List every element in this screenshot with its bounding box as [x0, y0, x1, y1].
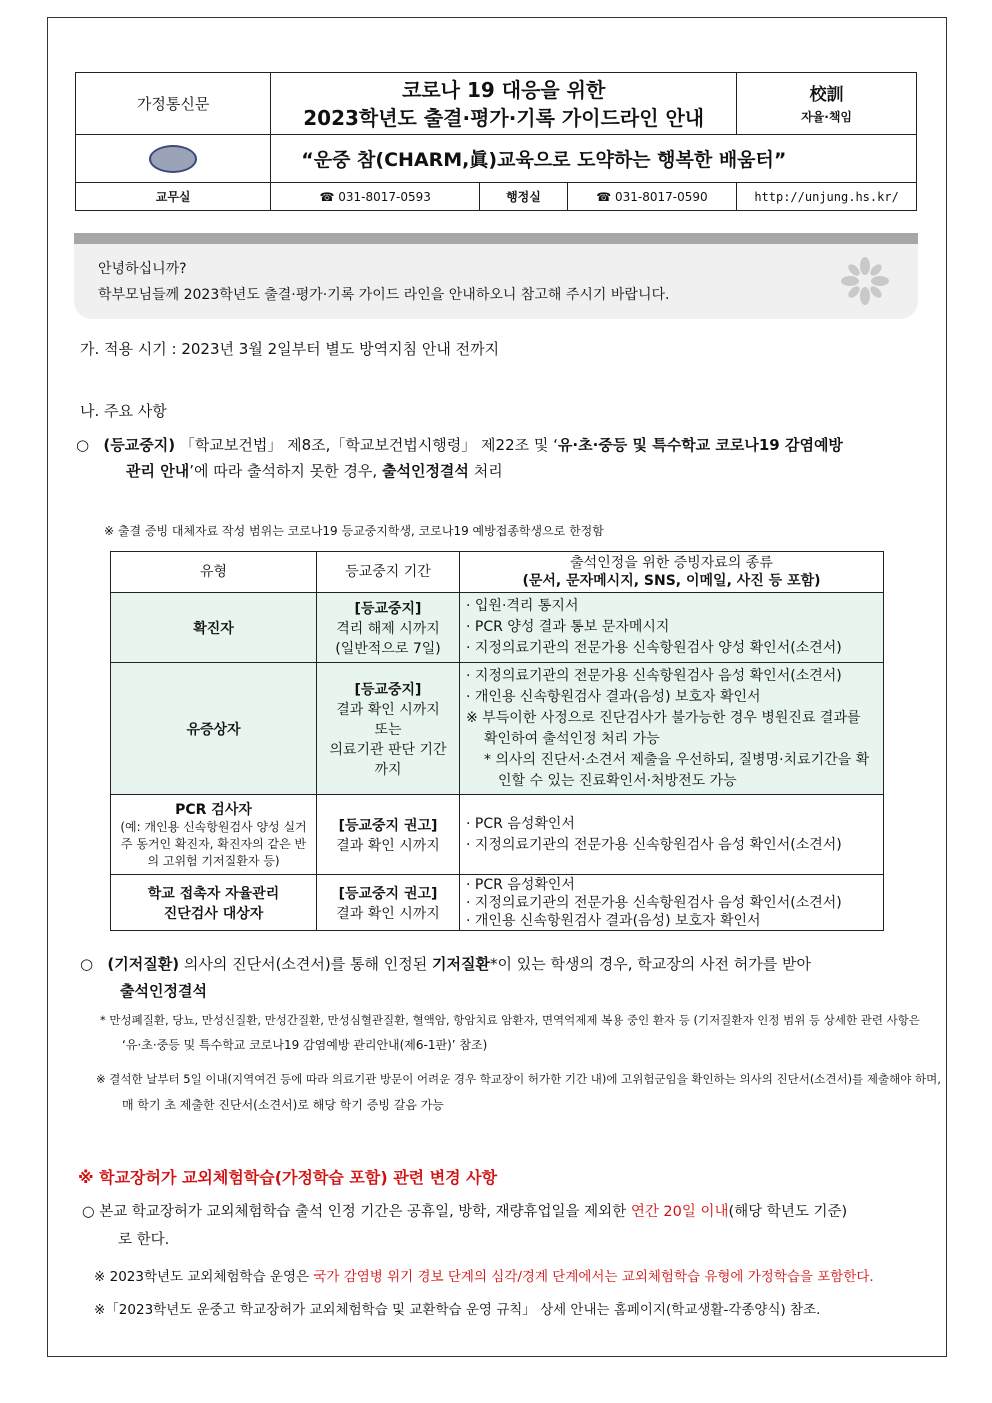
table-note: ※ 출결 증빙 대체자료 작성 범위는 코로나19 등교중지학생, 코로나19 예방접종학생으로 한정함 [104, 524, 604, 538]
greeting-line1: 안녕하십니까? [98, 261, 187, 277]
section3-note1-red: 국가 감염병 위기 경보 단계의 심각/경계 단계에서는 교외체험학습 유형에 가정학습을 포함한다. [313, 1269, 874, 1285]
doc-item: · 지정의료기관의 전문가용 신속항원검사 양성 확인서(소견서) [466, 640, 842, 656]
document-title [271, 73, 737, 135]
period-line: 격리 해제 시까지 [336, 620, 440, 637]
office2-phone: ☎ 031-8017-0590 [567, 183, 736, 211]
motto-values: 자율·책임 [801, 110, 853, 124]
letterhead [75, 72, 917, 211]
row-docs [460, 593, 884, 663]
section3-title: ※ 학교장허가 교외체험학습(가정학습 포함) 관련 변경 사항 [78, 1168, 498, 1187]
table-row [111, 795, 884, 875]
row-period [317, 593, 460, 663]
row-type [111, 875, 317, 931]
row-docs [460, 875, 884, 931]
table-row [111, 875, 884, 931]
item1-text-c: 처리 [473, 462, 503, 480]
section3-note1-text: ※ 2023학년도 교외체험학습 운영은 [94, 1269, 310, 1285]
col-header-period: 등교중지 기간 [317, 552, 460, 593]
row-period [317, 663, 460, 795]
item2-note2-line2: 매 학기 초 제출한 진단서(소견서)로 해당 학기 증빙 갈음 가능 [122, 1098, 444, 1112]
section3-text-b: (해당 학년도 기준) [728, 1204, 848, 1220]
section3-line1 [82, 1200, 847, 1221]
doc-item: · 입원·격리 통지서 [466, 598, 579, 614]
section-ga: 가. 적용 시기 : 2023년 3월 2일부터 별도 방역지침 안내 전까지 [80, 340, 500, 358]
office1-label: 교무실 [76, 183, 271, 211]
item2-note1-line2: ‘유·초·중등 및 특수학교 코로나19 감염예방 관리안내(제6-1판)’ 참조) [122, 1038, 488, 1052]
item1-line1 [76, 434, 843, 455]
item2-tag: (기저질환) [107, 955, 180, 973]
title-line2: 2023학년도 출결·평가·기록 가이드라인 안내 [303, 105, 705, 130]
docs-header-line1: 출석인정을 위한 증빙자료의 종류 [570, 555, 773, 571]
item2-line1 [80, 953, 811, 974]
office1-phone: ☎ 031-8017-0593 [271, 183, 480, 211]
flower-icon [840, 256, 890, 306]
doc-item: · 개인용 신속항원검사 결과(음성) 보호자 확인서 [466, 688, 761, 705]
bullet: ○ [80, 955, 94, 973]
greeting-box [74, 244, 918, 319]
school-emblem-icon [149, 145, 197, 173]
item1-text-a: 「학교보건법」 제8조,「학교보건법시행령」 제22조 및 ‘ [179, 436, 558, 454]
period-line: [등교중지 권고] [338, 817, 438, 834]
col-header-type: 유형 [111, 552, 317, 593]
doc-item: · 지정의료기관의 전문가용 신속항원검사 음성 확인서(소견서) [466, 894, 842, 911]
period-line: [등교중지] [354, 681, 422, 698]
section3-red: 연간 20일 이내 [630, 1204, 729, 1220]
item2-text-b: *이 있는 학생의 경우, 학교장의 사전 허가를 받아 [489, 955, 811, 973]
item2-text-a: 의사의 진단서(소견서)를 통해 인정된 [183, 955, 428, 973]
doc-item: · 지정의료기관의 전문가용 신속항원검사 음성 확인서(소견서) [466, 836, 842, 853]
row-type: 확진자 [111, 593, 317, 663]
doc-item: · PCR 음성확인서 [466, 815, 575, 832]
period-line: [등교중지 권고] [338, 885, 438, 902]
row-type-line: 진단검사 대상자 [163, 905, 264, 922]
row-period [317, 795, 460, 875]
greeting-top-bar [74, 233, 918, 244]
item1-line2 [126, 460, 503, 481]
row-type-line: 학교 접촉자 자율관리 [147, 885, 280, 902]
period-line: (일반적으로 7일) [335, 640, 441, 657]
row-type: 유증상자 [111, 663, 317, 795]
row-type-title: PCR 검사자 [175, 802, 252, 818]
period-line: 의료기관 판단 기간까지 [329, 741, 447, 778]
period-line: 또는 [374, 721, 402, 738]
item1-bold-a: 유·초·중등 및 특수학교 코로나19 감염예방 [557, 436, 843, 454]
motto-label: 校訓 [809, 85, 844, 105]
bullet: ○ [76, 436, 90, 454]
row-type [111, 795, 317, 875]
row-docs [460, 795, 884, 875]
row-docs [460, 663, 884, 795]
table-row [111, 593, 884, 663]
period-line: [등교중지] [354, 600, 422, 617]
table-row [111, 663, 884, 795]
docs-header-line2: (문서, 문자메시지, SNS, 이메일, 사진 등 포함) [522, 573, 821, 589]
notice-type: 가정통신문 [76, 73, 271, 135]
section-na: 나. 주요 사항 [80, 402, 167, 420]
item2-note2-line1: ※ 결석한 날부터 5일 이내(지역여건 등에 따라 의료기관 방문이 어려운 경우 학교장이 허가한 기간 내)에 고위험군임을 확인하는 의사의 진단서(소견서)를 제출해야 하며, [96, 1072, 941, 1086]
attendance-evidence-table [110, 551, 884, 931]
item2-note1-line1: * 만성폐질환, 당뇨, 만성신질환, 만성간질환, 만성심혈관질환, 혈액암, 항암치료 암환자, 면역억제제 복용 중인 환자 등 (기저질환자 인정 범위 등 상세한 관련 사항은 [100, 1013, 920, 1027]
item1-bold-b: 관리 안내 [126, 462, 190, 480]
section3-note2: ※「2023학년도 운중고 학교장허가 교외체험학습 및 교환학습 운영 규칙」 상세 안내는 홈페이지(학교생활-각종양식) 참조. [94, 1302, 821, 1318]
period-line: 결과 확인 시까지 [336, 905, 440, 922]
item1-text-b: ’에 따라 출석하지 못한 경우, [189, 462, 378, 480]
period-line: 결과 확인 시까지 [336, 837, 440, 854]
school-motto-box [737, 73, 917, 135]
doc-item: · PCR 양성 결과 통보 문자메시지 [466, 619, 670, 635]
school-logo-cell [76, 135, 271, 183]
section3-line2: 로 한다. [118, 1232, 170, 1248]
title-line1: 코로나 19 대응을 위한 [402, 77, 606, 102]
doc-item: · 개인용 신속항원검사 결과(음성) 보호자 확인서 [466, 912, 761, 929]
period-line: 결과 확인 시까지 [336, 701, 440, 718]
section3-text-a: ○ 본교 학교장허가 교외체험학습 출석 인정 기간은 공휴일, 방학, 재량휴업일을 제외한 [82, 1204, 627, 1220]
item2-line2: 출석인정결석 [120, 982, 207, 1000]
item1-bold-c: 출석인정결석 [381, 462, 469, 480]
col-header-docs [460, 552, 884, 593]
doc-subnote: * 의사의 진단서·소견서 제출을 우선하되, 질병명·치료기간을 확인할 수 있는 진료확인서·처방전도 가능 [484, 751, 870, 789]
row-period [317, 875, 460, 931]
homepage-link[interactable]: http://unjung.hs.kr/ [737, 183, 917, 211]
office2-label: 행정실 [480, 183, 568, 211]
row-type-sub: (예: 개인용 신속항원검사 양성 실거주 동거인 확진자, 확진자의 같은 반의 고위험 기저질환자 등) [120, 820, 307, 868]
doc-item: · PCR 음성확인서 [466, 876, 575, 893]
school-slogan: “운중 참(CHARM,眞)교육으로 도약하는 행복한 배움터” [271, 135, 917, 183]
item1-tag: (등교중지) [103, 436, 176, 454]
doc-item: · 지정의료기관의 전문가용 신속항원검사 음성 확인서(소견서) [466, 667, 842, 684]
greeting-line2: 학부모님들께 2023학년도 출결·평가·기록 가이드 라인을 안내하오니 참고해 주시기 바랍니다. [98, 287, 670, 303]
item2-bold-a: 기저질환 [432, 955, 490, 973]
section3-note1 [94, 1265, 874, 1285]
doc-note: ※ 부득이한 사정으로 진단검사가 불가능한 경우 병원진료 결과를 확인하여 출석인정 처리 가능 [466, 709, 861, 747]
